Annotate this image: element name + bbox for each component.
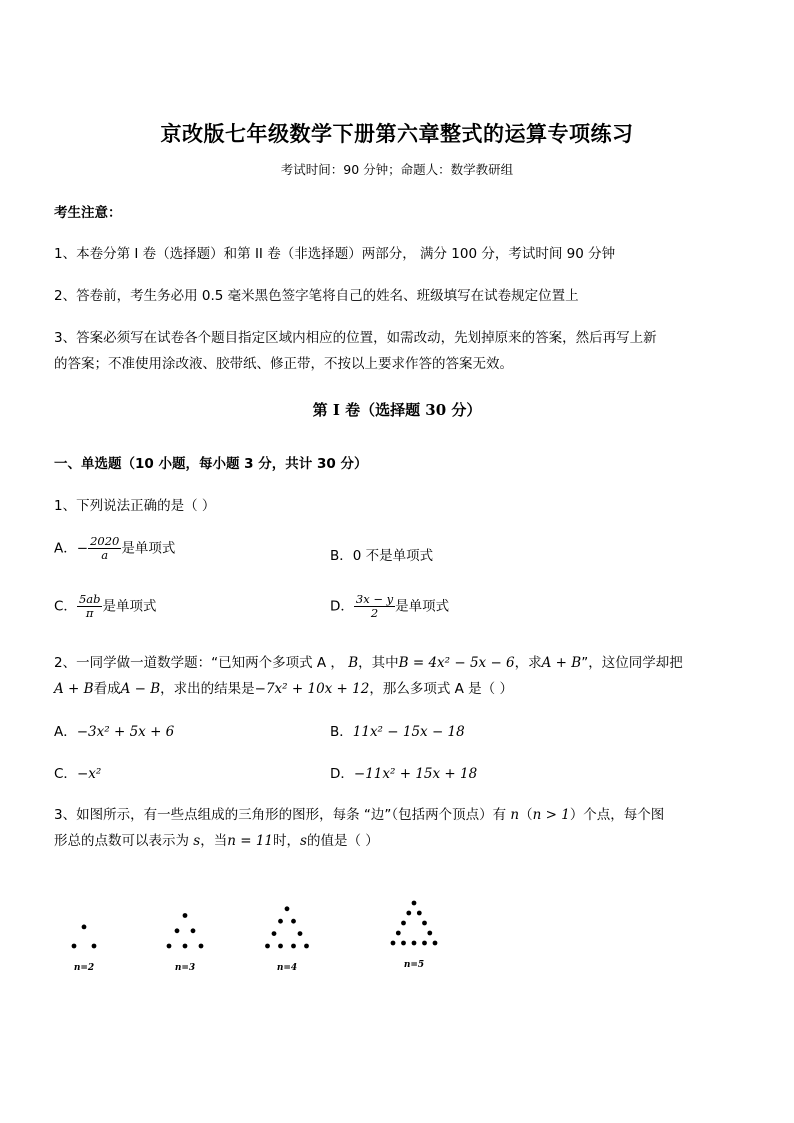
option-label: B． — [330, 724, 353, 740]
fraction — [77, 593, 103, 620]
text: 2、一同学做一道数学题：“已知两个多项式 A ， — [54, 655, 344, 671]
math: B — [348, 655, 359, 671]
dot — [422, 941, 427, 946]
math: A + B — [54, 681, 94, 697]
text: 看成 — [93, 681, 121, 697]
dot — [298, 931, 303, 936]
dot — [167, 944, 172, 949]
text: 的值是（ ） — [306, 833, 379, 849]
math: A + B — [541, 655, 582, 671]
notice-item-2: 2、答卷前，考生务必用 0.5 毫米黑色签字笔将自己的姓名、班级填写在试卷规定位置上 — [54, 288, 579, 304]
q3-stem-line-2 — [54, 829, 379, 849]
dot-figure-n-4 — [265, 906, 309, 973]
math: s — [193, 833, 201, 849]
option-value: 11x² − 15x − 18 — [352, 724, 465, 740]
text: ，那么多项式 A 是（ ） — [369, 681, 513, 697]
option-text: 是单项式 — [102, 598, 157, 615]
dot — [183, 944, 188, 949]
math: n > 1 — [532, 807, 570, 823]
denominator: 2 — [370, 606, 379, 620]
math: B = 4x² − 5x − 6 — [398, 655, 515, 671]
q1-option-d[interactable] — [330, 593, 449, 620]
denominator: π — [85, 606, 94, 620]
part-heading: 一、单选题（10 小题，每小题 3 分，共计 30 分） — [54, 456, 368, 472]
dot-figure-n-5 — [391, 901, 438, 970]
dot — [396, 931, 401, 936]
figure-label: n=3 — [174, 963, 196, 973]
dot — [304, 944, 309, 949]
dot — [199, 944, 204, 949]
q2-option-d[interactable] — [330, 762, 477, 782]
option-text: 是单项式 — [395, 598, 450, 615]
math: n = 11 — [227, 833, 274, 849]
text: 3、如图所示，有一些点组成的三角形的图形，每条 “边”（包括两个顶点）有 — [54, 807, 507, 823]
denominator: a — [101, 548, 109, 562]
dot — [417, 911, 422, 916]
dot — [412, 901, 417, 906]
section-title: 第 I 卷（选择题 30 分） — [312, 401, 482, 419]
dot — [72, 944, 77, 949]
option-label: A． — [54, 540, 77, 557]
numerator: 5ab — [78, 592, 101, 606]
page-title: 京改版七年级数学下册第六章整式的运算专项练习 — [160, 121, 634, 146]
math: s — [300, 833, 307, 849]
dot — [272, 931, 277, 936]
text: ，其中 — [358, 655, 399, 671]
dot — [391, 941, 396, 946]
option-text: 是单项式 — [121, 540, 176, 557]
math: n — [510, 807, 520, 823]
numerator: 2020 — [90, 534, 120, 548]
dot — [92, 944, 97, 949]
triangle-dot-figures — [40, 862, 480, 982]
text: （ — [519, 807, 533, 823]
q1-option-b[interactable]: B．0 不是单项式 — [330, 548, 434, 564]
option-value: −11x² + 15x + 18 — [353, 766, 478, 782]
dot — [422, 921, 427, 926]
q1-option-a[interactable] — [54, 535, 175, 562]
figure-label: n=2 — [73, 963, 95, 973]
dot — [291, 919, 296, 924]
q1-option-c[interactable] — [54, 593, 156, 620]
dot — [175, 928, 180, 933]
option-value: −3x² + 5x + 6 — [76, 724, 175, 740]
dot — [191, 928, 196, 933]
text: ）个点，每个图 — [569, 807, 665, 823]
text: 形总的点数可以表示为 — [54, 833, 189, 849]
text: ”，这位同学却把 — [581, 655, 683, 671]
dot — [183, 913, 188, 918]
option-label: D． — [330, 766, 354, 782]
q2-option-a[interactable] — [54, 720, 174, 740]
figure-label: n=5 — [403, 960, 425, 970]
dot-figure-n-3 — [167, 913, 204, 973]
fraction — [88, 535, 121, 562]
dot — [291, 944, 296, 949]
math: A − B — [120, 681, 161, 697]
option-label: C． — [54, 598, 77, 615]
notice-heading: 考生注意： — [54, 205, 122, 221]
notice-item-1: 1、本卷分第 I 卷（选择题）和第 II 卷（非选择题）两部分， 满分 100 分，考试时间 90 分钟 — [54, 246, 616, 262]
dot — [406, 911, 411, 916]
text: ，当 — [200, 833, 228, 849]
dot — [82, 925, 87, 930]
option-label: D． — [330, 598, 354, 615]
notice-item-3: 3、答案必须写在试卷各个题目指定区域内相应的位置，如需改动，先划掉原来的答案，然后再写上新 — [54, 330, 657, 346]
q2-stem-line-2 — [54, 677, 513, 697]
dot — [278, 944, 283, 949]
dot — [427, 931, 432, 936]
fraction — [354, 593, 395, 620]
dot — [278, 919, 283, 924]
option-value: −x² — [76, 766, 102, 782]
exam-info: 考试时间：90 分钟；命题人：数学教研组 — [280, 162, 514, 177]
q1-stem: 1、下列说法正确的是（ ） — [54, 498, 216, 514]
dot — [401, 941, 406, 946]
q3-stem-line-1 — [54, 803, 664, 823]
minus-sign: − — [76, 540, 89, 557]
text: ，求出的结果是 — [160, 681, 255, 697]
notice-item-3-cont: 的答案；不准使用涂改液、胶带纸、修正带，不按以上要求作答的答案无效。 — [54, 356, 513, 372]
option-label: C． — [54, 766, 77, 782]
dot — [433, 941, 438, 946]
q2-option-c[interactable] — [54, 762, 101, 782]
numerator: 3x − y — [355, 592, 394, 606]
dot — [265, 944, 270, 949]
text: ，求 — [514, 655, 542, 671]
dot — [412, 941, 417, 946]
dot — [401, 921, 406, 926]
text: 时， — [273, 833, 301, 849]
q2-option-b[interactable] — [330, 720, 465, 740]
dot-figure-n-2 — [72, 925, 97, 974]
dot — [285, 906, 290, 911]
option-label: A． — [54, 724, 77, 740]
q2-stem-line-1 — [54, 651, 683, 671]
figure-label: n=4 — [276, 963, 298, 973]
math: −7x² + 10x + 12 — [254, 681, 370, 697]
